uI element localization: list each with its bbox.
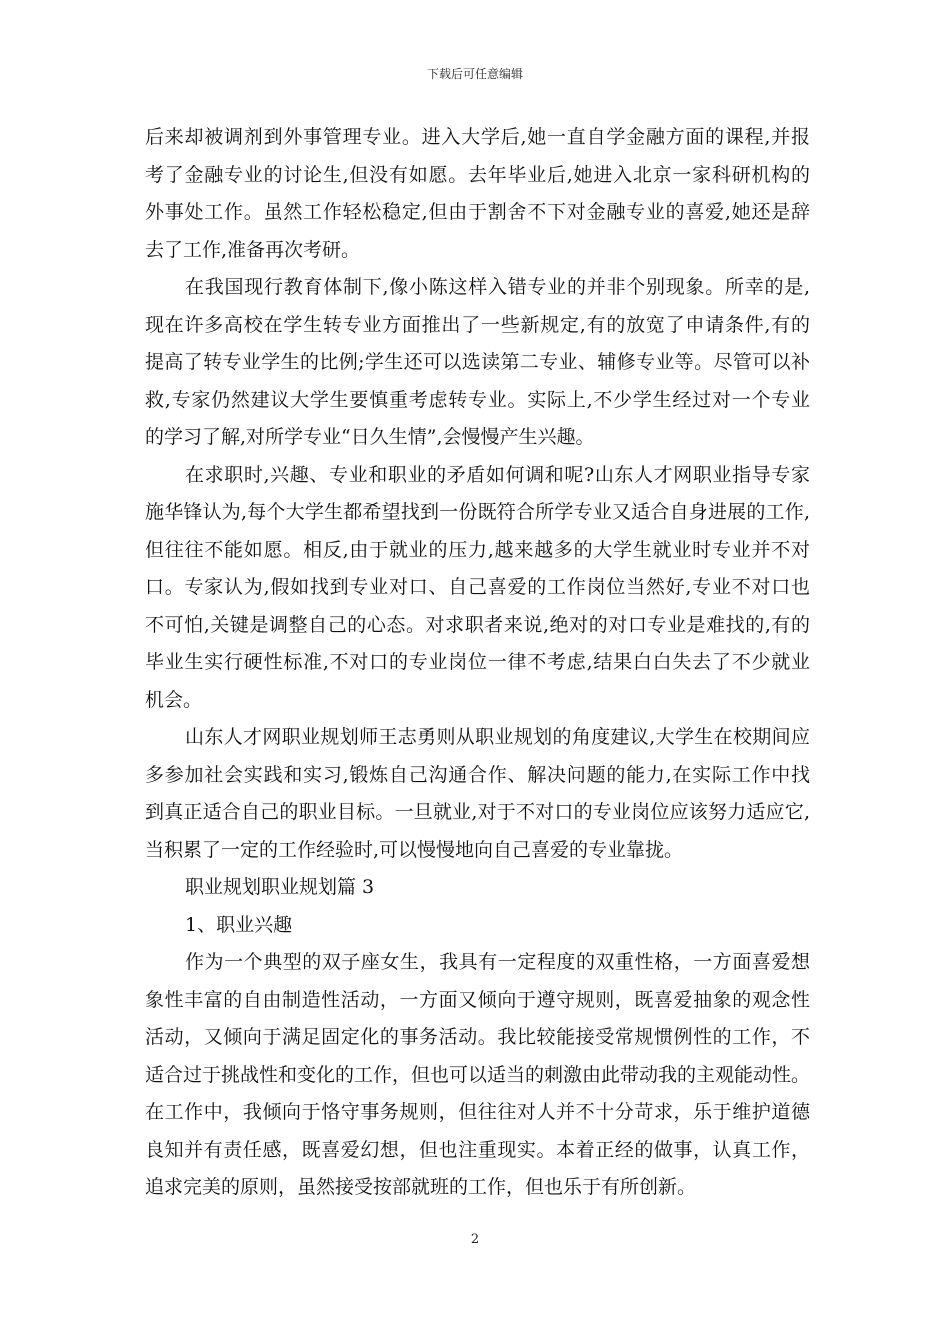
text-line: 外事处工作。虽然工作轻松稳定,但由于割舍不下对金融专业的喜爱,她还是辞 <box>145 201 810 223</box>
text-line: 不可怕,关键是调整自己的心态。对求职者来说,绝对的对口专业是难找的,有的 <box>145 613 810 636</box>
text-line: 山东人才网职业规划师王志勇则从职业规划的角度建议,大学生在校期间应 <box>185 726 810 748</box>
text-line: 作为一个典型的双子座女生，我具有一定程度的双重性格，一方面喜爱想 <box>185 951 810 973</box>
text-line: 在工作中，我倾向于恪守事务规则，但往往对人并不十分苛求，乐于维护道德 <box>145 1101 810 1123</box>
text-line: 活动，又倾向于满足固定化的事务活动。我比较能接受常规惯例性的工作，不 <box>145 1026 810 1048</box>
text-line: 追求完美的原则，虽然接受按部就班的工作，但也乐于有所创新。 <box>145 1176 697 1198</box>
text-line: 救,专家仍然建议大学生要慎重考虑转专业。实际上,不少学生经过对一个专业 <box>145 388 810 411</box>
paragraph <box>145 457 810 720</box>
paragraph <box>145 944 810 1207</box>
text-line: 在我国现行教育体制下,像小陈这样入错专业的并非个别现象。所幸的是, <box>185 276 810 298</box>
text-line: 毕业生实行硬性标准,不对口的专业岗位一律不考虑,结果白白失去了不少就业 <box>145 651 810 673</box>
text-line: 多参加社会实践和实习,锻炼自己沟通合作、解决问题的能力,在实际工作中找 <box>145 763 810 786</box>
paragraph <box>145 269 810 457</box>
paragraph <box>145 907 810 945</box>
paragraph <box>145 119 810 269</box>
text-line: 但往往不能如愿。相反,由于就业的压力,越来越多的大学生就业时专业并不对 <box>145 538 810 561</box>
text-line: 提高了转专业学生的比例;学生还可以选读第二专业、辅修专业等。尽管可以补 <box>145 351 810 373</box>
text-line: 现在许多高校在学生转专业方面推出了一些新规定,有的放宽了申请条件,有的 <box>145 313 810 336</box>
paragraph <box>145 869 810 907</box>
text-line: 机会。 <box>145 688 203 711</box>
text-line: 施华锋认为,每个大学生都希望找到一份既符合所学专业又适合自身进展的工作, <box>145 501 810 523</box>
page-header: 下载后可任意编辑 <box>426 67 523 81</box>
document-body <box>145 119 810 1207</box>
page-number: 2 <box>470 1232 480 1247</box>
text-line: 后来却被调剂到外事管理专业。进入大学后,她一直自学金融方面的课程,并报 <box>145 126 810 148</box>
text-line: 的学习了解,对所学专业“日久生情”,会慢慢产生兴趣。 <box>145 426 595 448</box>
text-line: 口。专家认为,假如找到专业对口、自己喜爱的工作岗位当然好,专业不对口也 <box>145 576 810 598</box>
text-line: 到真正适合自己的职业目标。一旦就业,对于不对口的专业岗位应该努力适应它, <box>145 801 810 823</box>
text-line: 去了工作,准备再次考研。 <box>145 238 361 261</box>
text-line: 象性丰富的自由制造性活动，一方面又倾向于遵守规则，既喜爱抽象的观念性 <box>145 988 810 1011</box>
paragraph <box>145 719 810 869</box>
text-line: 适合过于挑战性和变化的工作，但也可以适当的刺激由此带动我的主观能动性。 <box>145 1063 811 1086</box>
text-line: 职业规划职业规划篇 3 <box>185 876 375 898</box>
text-line: 当积累了一定的工作经验时,可以慢慢地向自己喜爱的专业靠拢。 <box>145 838 684 861</box>
text-line: 在求职时,兴趣、专业和职业的矛盾如何调和呢?山东人才网职业指导专家 <box>185 463 810 486</box>
text-line: 考了金融专业的讨论生,但没有如愿。去年毕业后,她进入北京一家科研机构的 <box>145 163 810 186</box>
text-line: 1、职业兴趣 <box>185 913 293 936</box>
text-line: 良知并有责任感，既喜爱幻想，但也注重现实。本着正经的做事，认真工作， <box>145 1138 810 1161</box>
